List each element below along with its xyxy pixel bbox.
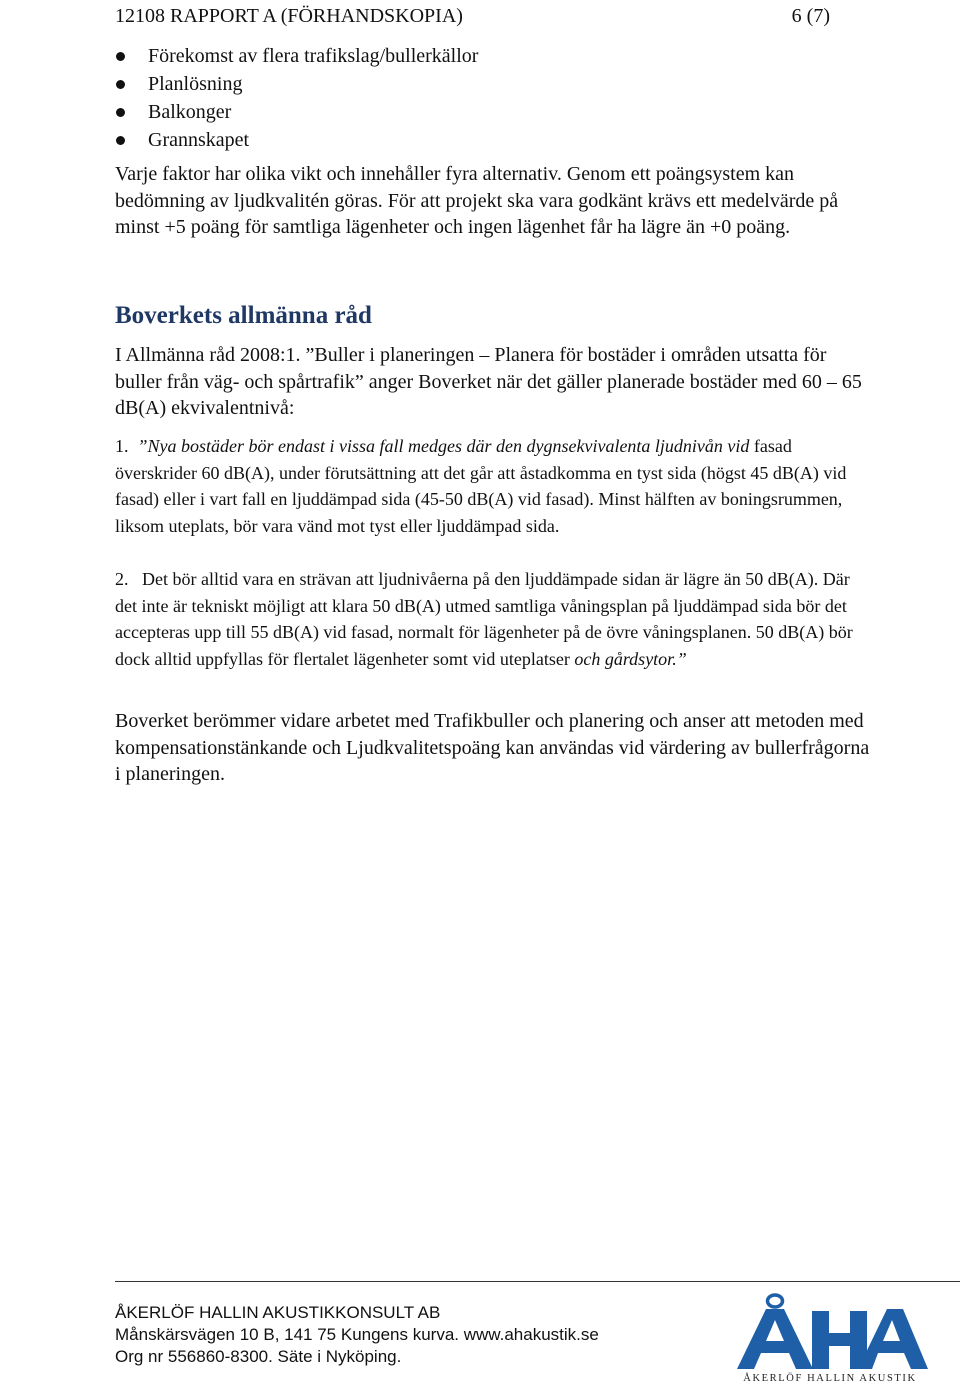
bullet-icon <box>116 108 125 117</box>
footer-company: ÅKERLÖF HALLIN AKUSTIKKONSULT AB <box>115 1303 441 1322</box>
quote-text: Det bör alltid vara en strävan att ljudnivåerna på den ljuddämpade sidan är lägre än 50 dB(A). Där det inte är tekniskt möjligt att klara 50 dB(A) utmed samtliga våningsplan på ljuddämpad sida bör det accepteras upp till 55 dB(A) vid fasad, normalt för lägenheter på de övre våningsplanen. 50 dB(A) bör dock alltid uppfyllas för flertalet lägenheter somt vid uteplatser <box>115 569 853 669</box>
report-title: 12108 RAPPORT A (FÖRHANDSKOPIA) <box>115 5 463 27</box>
footer-divider <box>115 1281 960 1282</box>
list-item: Planlösning <box>115 70 875 98</box>
list-item: Grannskapet <box>115 126 875 154</box>
bullet-icon <box>116 52 125 61</box>
footer-org: Org nr 556860-8300. Säte i Nyköping. <box>115 1347 402 1366</box>
conclusion-paragraph: Boverket berömmer vidare arbetet med Trafikbuller och planering och anser att metoden med kompensationstänkande och Ljudkvalitetspoäng kan användas vid värdering av bullerfrågorna i planeringen. <box>115 710 870 785</box>
list-item: Balkonger <box>115 98 875 126</box>
quote-number: 2. <box>115 569 129 589</box>
bullet-icon <box>116 80 125 89</box>
logo-letters <box>737 1295 928 1369</box>
scoring-paragraph: Varje faktor har olika vikt och innehåller fyra alternativ. Genom ett poängsystem kan bedömning av ljudkvalitén göras. För att projekt ska vara godkänt krävs ett medelvärde på minst +5 poäng för samtliga lägenheter och ingen lägenhet får ha lägre än +0 poäng. <box>115 163 839 238</box>
quote-item-1 <box>115 433 875 539</box>
company-logo <box>732 1293 928 1387</box>
section-heading: Boverkets allmänna råd <box>115 302 372 329</box>
quote-italic-text: ”Nya bostäder bör endast i vissa fall medges där den dygnsekvivalenta ljudnivån vid <box>137 436 750 456</box>
footer-address: Månskärsvägen 10 B, 141 75 Kungens kurva. www.ahakustik.se <box>115 1325 599 1344</box>
quote-italic-end: och gårdsytor.” <box>574 648 687 669</box>
footer <box>115 1302 599 1368</box>
aha-logo-icon <box>732 1293 928 1373</box>
boverket-intro-paragraph: I Allmänna råd 2008:1. ”Buller i planeringen – Planera för bostäder i områden utsatta för buller från väg- och spårtrafik” anger Boverket när det gäller planerade bostäder med 60 – 65 dB(A) ekvivalentnivå: <box>115 344 862 419</box>
list-item: Förekomst av flera trafikslag/bullerkällor <box>115 42 875 70</box>
page-number: 6 (7) <box>791 5 830 27</box>
factor-list <box>115 42 875 154</box>
bullet-icon <box>116 136 125 145</box>
logo-caption: ÅKERLÖF HALLIN AKUSTIK <box>743 1373 917 1384</box>
page-header <box>115 3 830 29</box>
quote-item-2 <box>115 566 875 672</box>
quote-number: 1. <box>115 436 129 456</box>
quote-text: fasad överskrider 60 dB(A), under förutsättning att det går att åstadkomma en tyst sida (högst 45 dB(A) vid fasad) eller i vart fall en ljuddämpad sida (45-50 dB(A) vid fasad). Minst hälften av boningsrummen, liksom uteplats, bör vara vänd mot tyst eller ljuddämpad sida. <box>115 436 847 536</box>
